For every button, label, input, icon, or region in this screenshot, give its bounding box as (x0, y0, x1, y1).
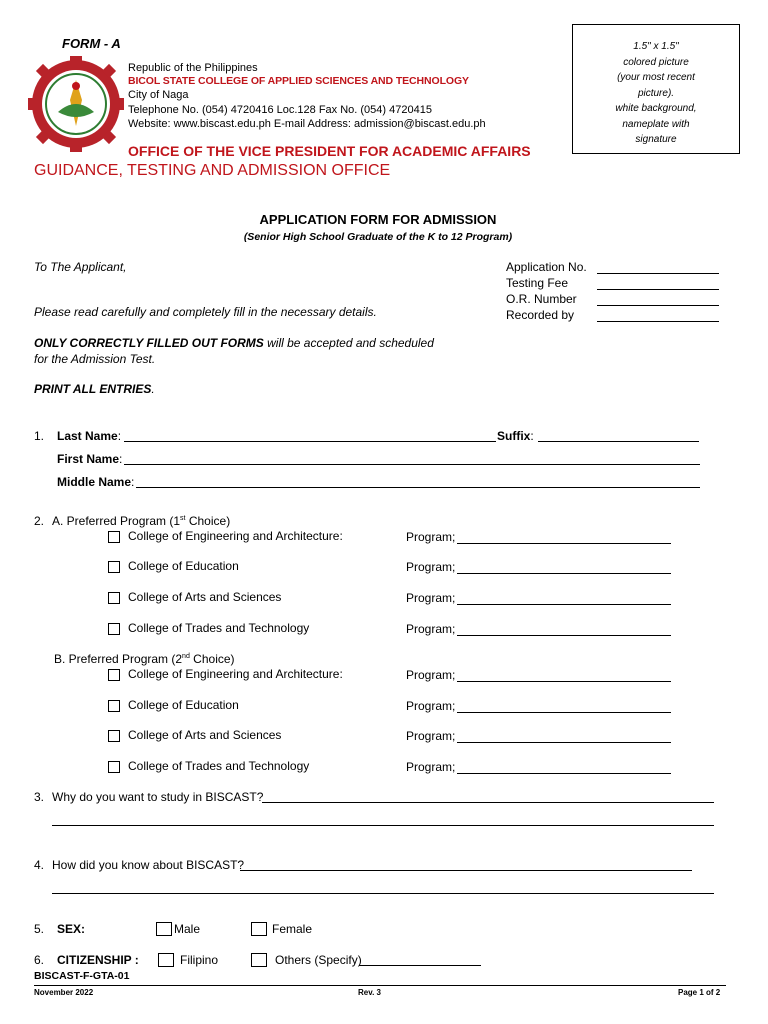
only-correct-line2: for the Admission Test. (34, 352, 156, 366)
website-text: Website: www.biscast.edu.ph E-mail Address: admission@biscast.edu.ph (128, 118, 486, 130)
q5-number: 5. (34, 922, 45, 936)
middle-name-field[interactable] (136, 476, 700, 488)
application-no-field[interactable] (597, 262, 719, 274)
city-text: City of Naga (128, 89, 189, 101)
recorded-by-field[interactable] (597, 310, 719, 322)
checkbox-second-education[interactable] (108, 700, 120, 712)
first-choice-suffix: Choice) (185, 514, 231, 528)
others-specify-field[interactable] (359, 954, 481, 966)
photo-box-line: signature (635, 134, 677, 145)
middle-name-row (57, 475, 134, 489)
checkbox-others[interactable] (251, 953, 267, 967)
photo-box-line: 1.5" x 1.5" (633, 41, 679, 52)
instructions-text: Please read carefully and completely fill in the necessary details. (34, 305, 377, 319)
photo-box-line: colored picture (623, 56, 689, 68)
testing-fee-field[interactable] (597, 278, 719, 290)
print-all-label: PRINT ALL ENTRIES (34, 382, 152, 396)
photo-box-line: (your most recent (617, 72, 695, 83)
form-title: APPLICATION FORM FOR ADMISSION (259, 212, 497, 227)
last-name-row (57, 429, 121, 443)
program-field-second-education[interactable] (457, 701, 671, 713)
q3-answer-line-2[interactable] (52, 814, 714, 826)
footer-divider (34, 985, 726, 986)
suffix-row (497, 429, 534, 443)
q4-answer-line-1[interactable] (240, 859, 692, 871)
print-all-dot: . (151, 382, 155, 396)
checkbox-first-arts-sciences[interactable] (108, 592, 120, 604)
photo-box-line: nameplate with (622, 118, 690, 130)
photo-box (572, 24, 740, 154)
first-choice-sup: st (180, 515, 186, 522)
last-name-colon: : (117, 429, 122, 443)
program-label: Program; (406, 591, 456, 605)
q3-answer-line-1[interactable] (262, 791, 714, 803)
program-field-first-engineering[interactable] (457, 532, 671, 544)
first-choice-college: College of Education (128, 559, 239, 573)
program-field-second-trades[interactable] (457, 762, 671, 774)
checkbox-first-education[interactable] (108, 561, 120, 573)
only-correct-rest: will be accepted and scheduled (263, 336, 434, 350)
middle-name-label: Middle Name (57, 475, 132, 489)
q4-question: How did you know about BISCAST? (52, 858, 245, 872)
footer-page: Page 1 of 2 (678, 988, 721, 997)
program-label: Program; (406, 530, 456, 544)
recorded-by-label: Recorded by (506, 308, 575, 322)
second-choice-college: College of Arts and Sciences (128, 728, 282, 742)
second-choice-college: College of Trades and Technology (128, 759, 310, 773)
program-field-first-arts-sciences[interactable] (457, 593, 671, 605)
middle-name-colon: : (131, 475, 135, 489)
program-label: Program; (406, 699, 456, 713)
first-choice-college: College of Engineering and Architecture: (128, 529, 343, 543)
first-choice-heading (52, 514, 230, 528)
q1-number: 1. (34, 429, 45, 443)
checkbox-second-arts-sciences[interactable] (108, 730, 120, 742)
second-choice-prefix: B. Preferred Program (2 (54, 652, 183, 666)
form-code: BISCAST-F-GTA-01 (34, 970, 130, 982)
sex-label: SEX: (57, 922, 86, 936)
first-choice-prefix: A. Preferred Program (1 (52, 514, 181, 528)
program-label: Program; (406, 560, 456, 574)
form-subtitle: (Senior High School Graduate of the K to 12 Program) (243, 231, 513, 243)
citizenship-label: CITIZENSHIP : (57, 953, 139, 967)
photo-box-line: white background, (615, 103, 697, 114)
female-label: Female (272, 922, 313, 936)
first-choice-college: College of Arts and Sciences (128, 590, 282, 604)
q2-number: 2. (34, 514, 45, 528)
print-all-text (34, 382, 155, 396)
first-name-label: First Name (57, 452, 120, 466)
suffix-colon: : (530, 429, 534, 443)
q4-answer-line-2[interactable] (52, 882, 714, 894)
checkbox-first-engineering[interactable] (108, 531, 120, 543)
program-field-first-trades[interactable] (457, 624, 671, 636)
program-label: Program; (406, 729, 456, 743)
q6-number: 6. (34, 953, 45, 967)
form-label: FORM - A (62, 36, 121, 51)
second-choice-suffix: Choice) (189, 652, 235, 666)
republic-text: Republic of the Philippines (128, 62, 258, 74)
second-choice-college: College of Engineering and Architecture: (128, 667, 343, 681)
program-label: Program; (406, 668, 456, 682)
last-name-field[interactable] (124, 430, 496, 442)
or-number-label: O.R. Number (506, 292, 577, 306)
male-label: Male (174, 922, 201, 936)
guidance-office-title: GUIDANCE, TESTING AND ADMISSION OFFICE (34, 162, 391, 179)
college-seal-icon (28, 56, 124, 152)
others-label: Others (Specify) (275, 953, 362, 967)
first-name-row (57, 452, 122, 466)
checkbox-first-trades[interactable] (108, 623, 120, 635)
suffix-field[interactable] (538, 430, 699, 442)
filipino-label: Filipino (180, 953, 219, 967)
q3-number: 3. (34, 790, 45, 804)
program-field-second-arts-sciences[interactable] (457, 731, 671, 743)
to-applicant: To The Applicant, (34, 260, 127, 274)
second-choice-college: College of Education (128, 698, 239, 712)
college-name: BICOL STATE COLLEGE OF APPLIED SCIENCES AND TECHNOLOGY (128, 75, 469, 87)
program-label: Program; (406, 760, 456, 774)
only-correct-text (34, 336, 434, 350)
last-name-label: Last Name (57, 429, 118, 443)
or-number-field[interactable] (597, 294, 719, 306)
checkbox-second-engineering[interactable] (108, 669, 120, 681)
testing-fee-label: Testing Fee (506, 276, 569, 290)
footer-rev: Rev. 3 (358, 988, 381, 997)
photo-box-line: picture). (637, 87, 675, 99)
program-label: Program; (406, 622, 456, 636)
office-vp-title: OFFICE OF THE VICE PRESIDENT FOR ACADEMIC AFFAIRS (128, 143, 531, 159)
program-field-second-engineering[interactable] (457, 670, 671, 682)
footer-date: November 2022 (34, 988, 94, 997)
q4-number: 4. (34, 858, 45, 872)
checkbox-male[interactable] (156, 922, 172, 936)
checkbox-second-trades[interactable] (108, 761, 120, 773)
checkbox-female[interactable] (251, 922, 267, 936)
first-name-colon: : (119, 452, 123, 466)
second-choice-heading (54, 652, 235, 666)
first-choice-college: College of Trades and Technology (128, 621, 310, 635)
telephone-text: Telephone No. (054) 4720416 Loc.128 Fax No. (054) 4720415 (128, 104, 432, 116)
only-correct-bold: ONLY CORRECTLY FILLED OUT FORMS (34, 336, 264, 350)
second-choice-sup: nd (182, 653, 190, 660)
suffix-label: Suffix (497, 429, 531, 443)
q3-question: Why do you want to study in BISCAST? (52, 790, 264, 804)
checkbox-filipino[interactable] (158, 953, 174, 967)
application-no-label: Application No. (506, 260, 587, 274)
program-field-first-education[interactable] (457, 562, 671, 574)
first-name-field[interactable] (124, 453, 700, 465)
